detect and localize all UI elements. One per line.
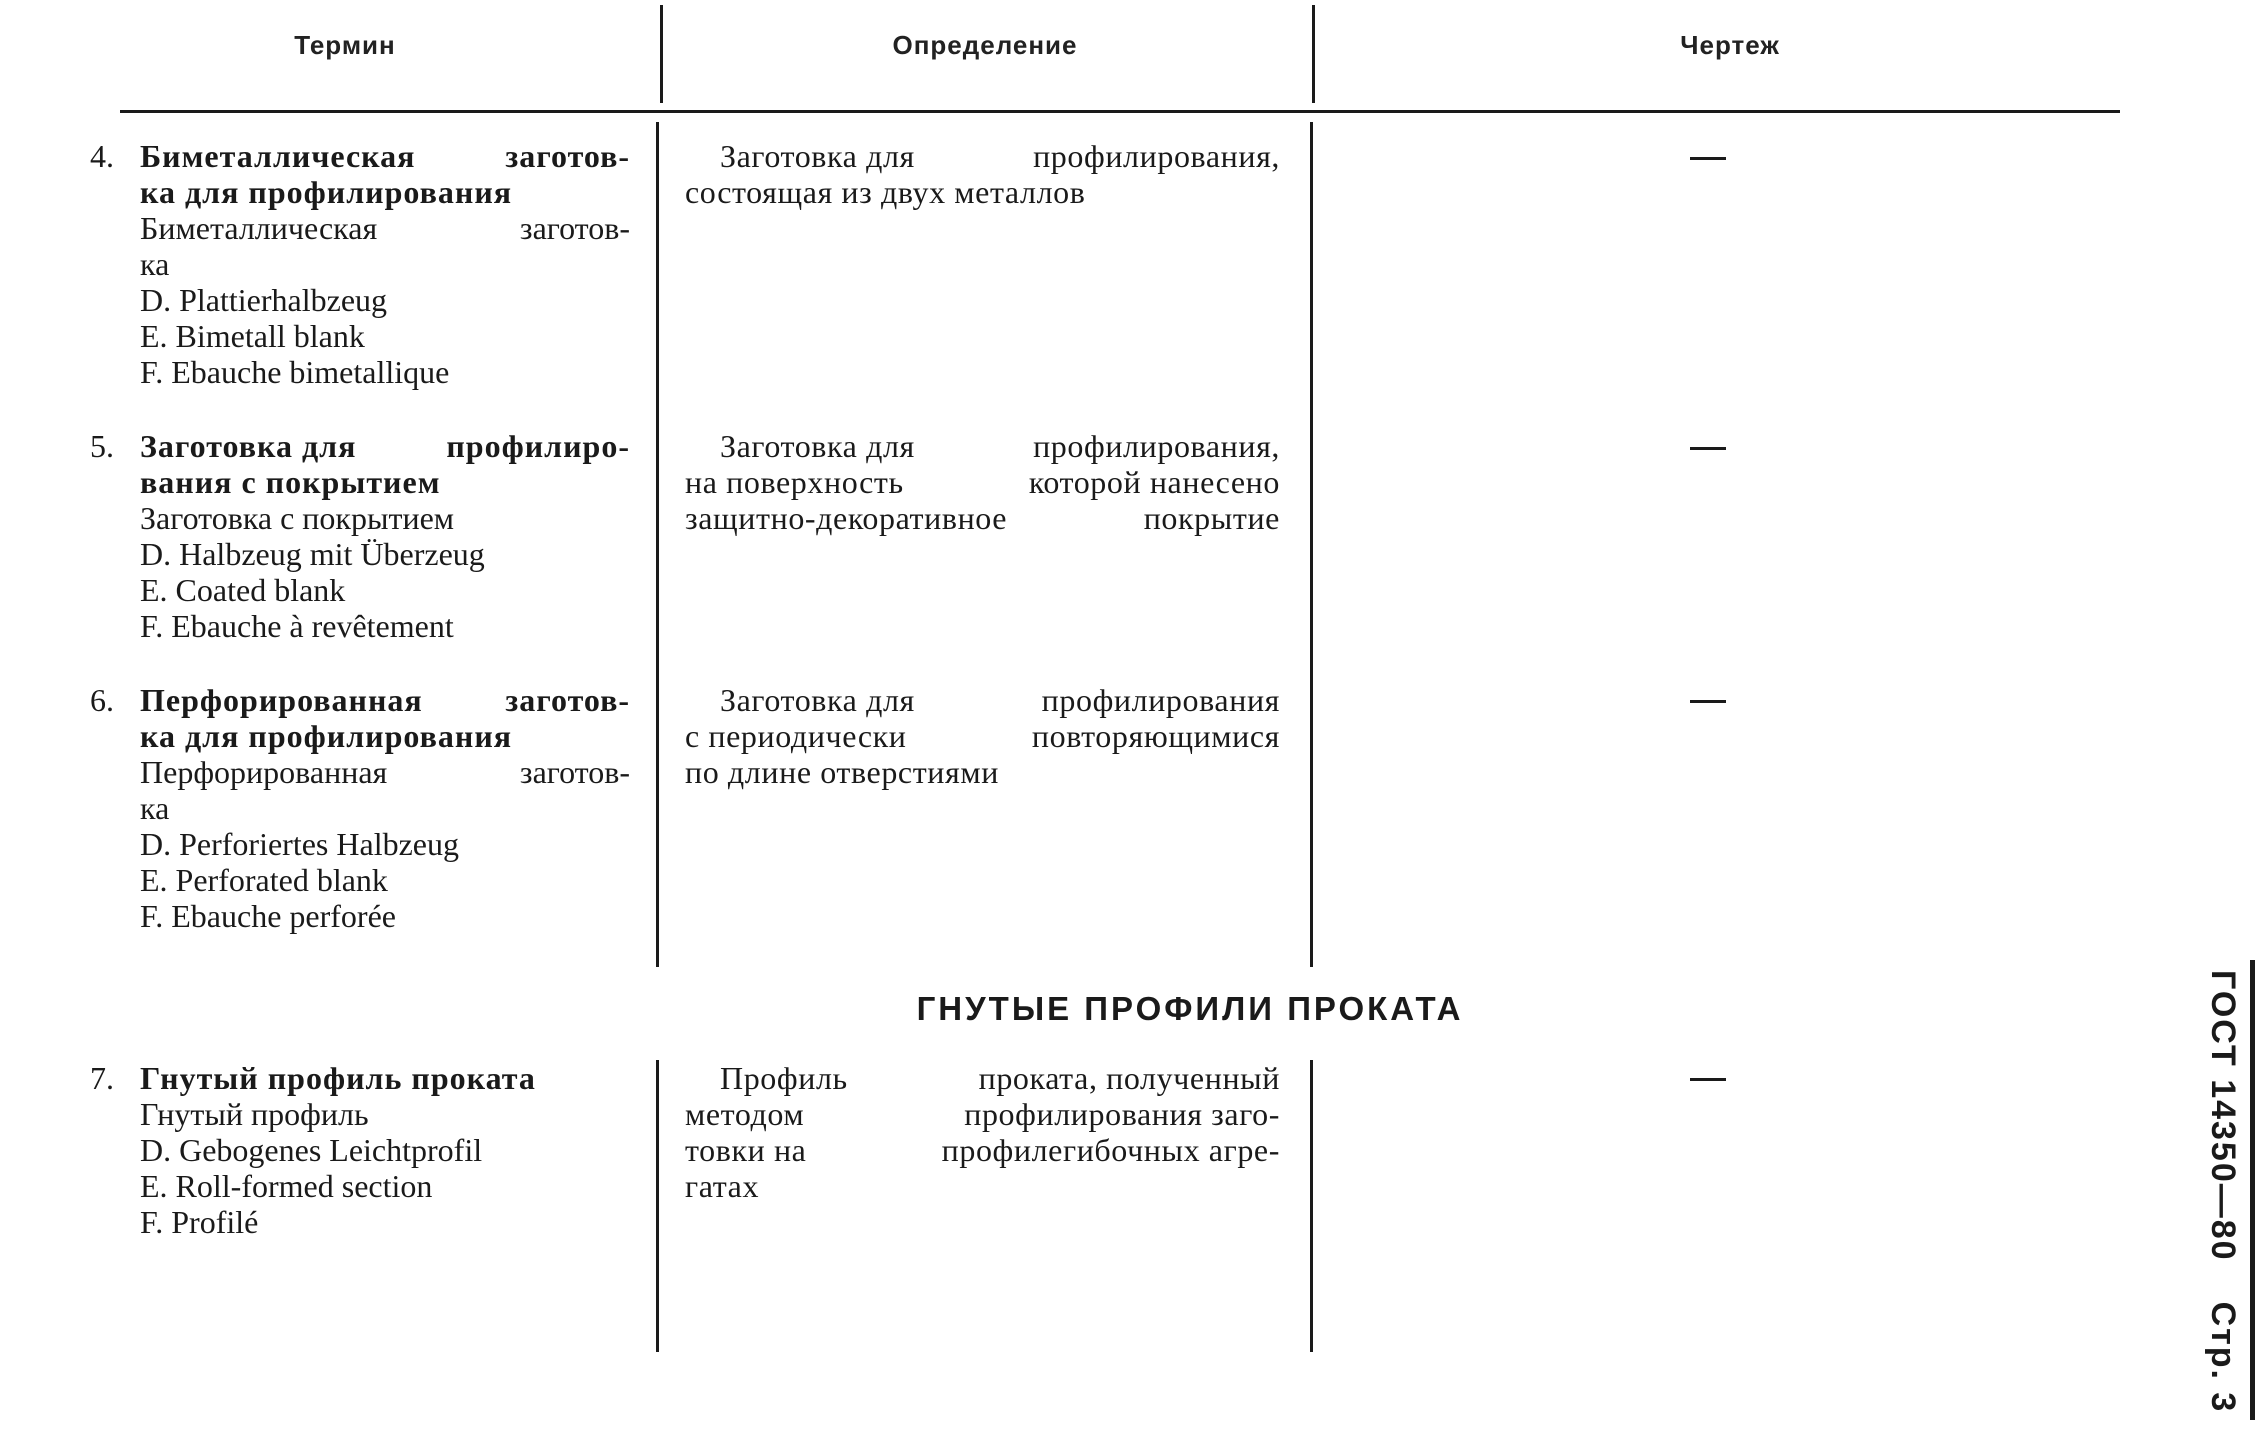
- term-entry-6: [90, 682, 630, 934]
- column-divider-1: [656, 122, 659, 967]
- definition-6: Заготовка для профилирования с периодически повторяющимися по длине отверстиями: [685, 682, 1280, 790]
- french-term: F. Ebauche bimetallique: [140, 354, 450, 390]
- column-divider-2b: [1310, 1060, 1313, 1352]
- term-text: Биметаллическая: [140, 138, 416, 174]
- header-drawing: Чертеж: [1680, 30, 1780, 60]
- french-term: F. Ebauche à revêtement: [140, 608, 454, 644]
- entry-number: 4.: [90, 138, 114, 174]
- definition-5: Заготовка для профилирования, на поверхность которой нанесено защитно-декоративное покрытие: [685, 428, 1280, 536]
- term-text: вания с покрытием: [140, 464, 441, 500]
- header-term: Термин: [294, 30, 396, 60]
- term-text: профилиро-: [446, 428, 630, 464]
- french-term: F. Ebauche perforée: [140, 898, 396, 934]
- short-term: заготов-: [519, 754, 630, 790]
- term-entry-4: [90, 138, 630, 390]
- term-entry-5: [90, 428, 630, 644]
- english-term: E. Coated blank: [140, 572, 346, 608]
- term-text: Заготовка для: [140, 428, 357, 464]
- french-term: F. Profilé: [140, 1204, 259, 1240]
- definition-7: Профиль проката, полученный методом профилирования заго- товки на профилегибочных агре- гатах: [685, 1060, 1280, 1204]
- column-divider-2: [1310, 122, 1313, 967]
- section-title: ГНУТЫЕ ПРОФИЛИ ПРОКАТА: [916, 990, 1464, 1027]
- term-text: Перфорированная: [140, 682, 423, 718]
- drawing-dash-6: [1690, 700, 1726, 703]
- page-number: Стр. 3: [2204, 1301, 2242, 1414]
- column-divider-1b: [656, 1060, 659, 1352]
- term-text: ка для профилирования: [140, 174, 513, 210]
- short-term: Биметаллическая: [140, 210, 378, 246]
- english-term: E. Perforated blank: [140, 862, 388, 898]
- drawing-dash-4: [1690, 157, 1726, 160]
- short-term: ка: [140, 790, 170, 826]
- header-divider-2: [1312, 5, 1315, 103]
- short-term: Перфорированная: [140, 754, 388, 790]
- drawing-dash-7: [1690, 1078, 1726, 1081]
- term-text: заготов-: [505, 138, 630, 174]
- definition-4: Заготовка для профилирования, состоящая из двух металлов: [685, 138, 1280, 210]
- german-term: D. Perforiertes Halbzeug: [140, 826, 459, 862]
- entry-number: 6.: [90, 682, 114, 718]
- term-text: Гнутый профиль проката: [140, 1060, 536, 1096]
- entry-number: 7.: [90, 1060, 114, 1096]
- german-term: D. Plattierhalbzeug: [140, 282, 388, 318]
- term-text: заготов-: [505, 682, 630, 718]
- header-divider-1: [660, 5, 663, 103]
- entry-number: 5.: [90, 428, 114, 464]
- header-definition: Определение: [892, 30, 1078, 60]
- short-term: Заготовка с покрытием: [140, 500, 455, 536]
- standard-number: ГОСТ 14350—80: [2204, 970, 2242, 1262]
- english-term: E. Bimetall blank: [140, 318, 365, 354]
- german-term: D. Gebogenes Leichtprofil: [140, 1132, 483, 1168]
- drawing-dash-5: [1690, 447, 1726, 450]
- short-term: ка: [140, 246, 170, 282]
- standard-page-label: [2195, 960, 2255, 1420]
- term-text: ка для профилирования: [140, 718, 513, 754]
- short-term: Гнутый профиль: [140, 1096, 369, 1132]
- german-term: D. Halbzeug mit Überzeug: [140, 536, 485, 572]
- english-term: E. Roll-formed section: [140, 1168, 433, 1204]
- header-rule: [120, 110, 2120, 113]
- short-term: заготов-: [519, 210, 630, 246]
- term-entry-7: [90, 1060, 630, 1240]
